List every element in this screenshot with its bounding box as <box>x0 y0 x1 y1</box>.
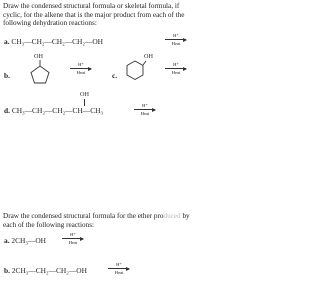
ether-reaction-a-conditions-top: H⁺ <box>70 232 76 237</box>
reaction-d-label: d. <box>4 106 10 115</box>
cyclohexanol-structure <box>124 58 148 86</box>
ether-reaction-a-arrow <box>62 238 83 239</box>
ether-reaction-a-formula: 2CH₃—OH <box>11 236 47 245</box>
reaction-c-arrow <box>165 68 186 69</box>
ether-reaction-b-conditions-top: H⁺ <box>116 262 122 267</box>
reaction-c-conditions-bottom: Heat <box>171 70 181 75</box>
reaction-a-formula: CH₃—CH₂—CH₂—CH₂—OH <box>11 37 104 46</box>
reaction-d-oh: OH <box>80 91 89 98</box>
reaction-d-arrow <box>134 109 155 110</box>
reaction-a-label: a. <box>4 37 10 46</box>
cyclopentanol-structure <box>28 60 52 86</box>
ether-reaction-b-formula: 2CH₃—CH₂—CH₂—OH <box>11 266 87 275</box>
ether-reaction-b <box>4 266 87 275</box>
ether-reaction-a-label: a. <box>4 236 10 245</box>
ether-reaction-b-conditions-bottom: Heat <box>114 270 124 275</box>
reaction-d-oh-bond <box>84 99 85 106</box>
question-2-instructions <box>3 212 195 229</box>
ether-reaction-a-conditions-bottom: Heat <box>68 240 78 245</box>
question-1-instructions: Draw the condensed structural formula or skeletal formula, if cyclic, for the alkene that is the major product from each of the following dehydration reactions: <box>3 2 185 28</box>
reaction-a <box>4 37 103 46</box>
reaction-d-conditions-bottom: Heat <box>140 111 150 116</box>
reaction-a-arrow <box>165 39 186 40</box>
question-2-text-end: by each of the following reactions: <box>3 212 190 229</box>
reaction-b-label: b. <box>4 71 10 80</box>
reaction-b-conditions-top: H⁺ <box>78 62 84 67</box>
reaction-c-label: c. <box>112 71 118 80</box>
question-2-text-faded: duced <box>163 212 181 220</box>
reaction-d <box>4 106 103 115</box>
reaction-d-conditions-top: H⁺ <box>142 103 148 108</box>
reaction-b-oh: OH <box>34 53 43 60</box>
reaction-b-arrow <box>70 68 91 69</box>
ether-reaction-b-arrow <box>108 268 129 269</box>
reaction-c-conditions-top: H⁺ <box>173 62 179 67</box>
reaction-a-conditions-top: H⁺ <box>173 33 179 38</box>
ether-reaction-a <box>4 236 46 245</box>
reaction-d-formula: CH₃—CH₂—CH₂—CH—CH₃ <box>11 106 104 115</box>
reaction-b-conditions-bottom: Heat <box>76 70 86 75</box>
reaction-a-conditions-bottom: Heat <box>171 41 181 46</box>
reaction-c-oh: OH <box>144 53 153 60</box>
ether-reaction-b-label: b. <box>4 266 10 275</box>
question-2-text-start: Draw the condensed structural formula for the ether pro <box>3 212 164 220</box>
